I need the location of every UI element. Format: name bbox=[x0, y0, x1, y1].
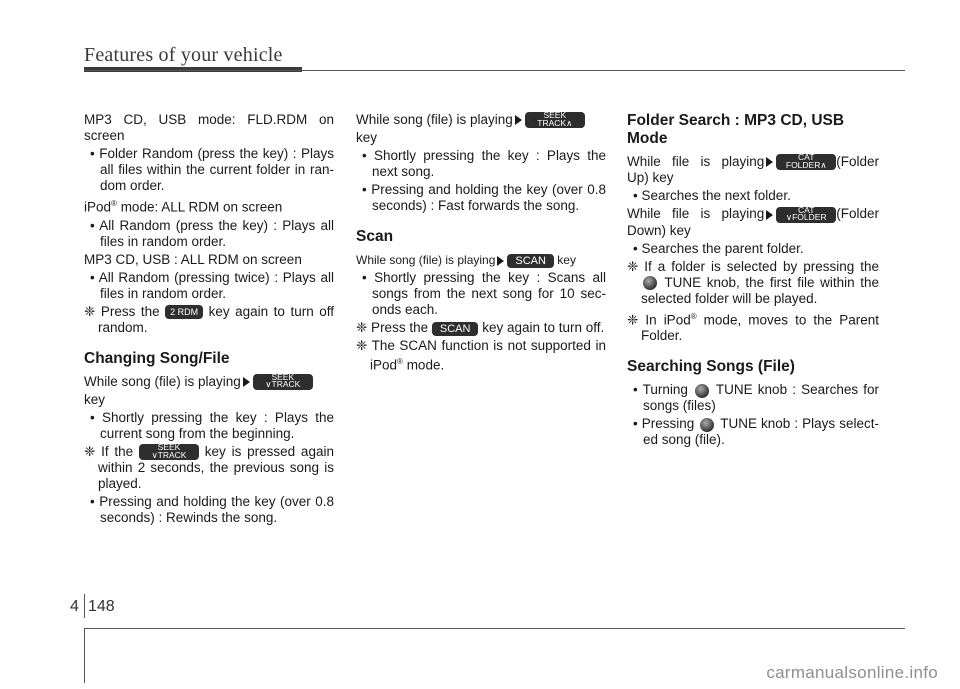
scan-ipod-note: ❈ The SCAN function is not supported in iPod® mode. bbox=[356, 338, 606, 373]
seek-up-intro: While song (file) is playing SEEK TRACK∧ bbox=[356, 112, 606, 128]
arrow-right-icon bbox=[766, 157, 773, 167]
folder-up-intro: While file is playing CAT FOLDER∧ (Folder Up) key bbox=[627, 152, 879, 186]
tune-knob-icon bbox=[695, 384, 709, 398]
tune-press-bullet: • Pressing TUNE knob : Plays select-ed song (file). bbox=[633, 416, 879, 448]
seek-again-note: ❈ If the SEEK ∨TRACK key is pressed again within 2 seconds, the previous song is played. bbox=[84, 442, 334, 492]
seek-up-hold-bullet: • Pressing and holding the key (over 0.8 seconds) : Fast forwards the song. bbox=[362, 182, 606, 214]
arrow-right-icon bbox=[515, 115, 522, 125]
seek-track-down-icon: SEEK ∨TRACK bbox=[139, 444, 199, 460]
page-number: 148 bbox=[88, 598, 115, 615]
page-number-separator bbox=[84, 594, 85, 618]
seek-up-key: key bbox=[356, 130, 378, 146]
changing-song-intro: While song (file) is playing SEEK ∨TRACK bbox=[84, 374, 334, 390]
arrow-right-icon bbox=[243, 377, 250, 387]
scan-intro: While song (file) is playing SCAN key bbox=[356, 253, 576, 268]
changing-song-key: key bbox=[84, 391, 106, 407]
arrow-right-icon bbox=[497, 256, 504, 266]
all-random-bullet: • All Random (press the key) : Plays all files in random order. bbox=[90, 217, 334, 249]
searching-songs-heading: Searching Songs (File) bbox=[627, 358, 795, 376]
column-1 bbox=[84, 112, 334, 528]
tune-turn-bullet: • Turning TUNE knob : Searches for songs (files) bbox=[633, 382, 879, 414]
cat-folder-up-icon: CAT FOLDER∧ bbox=[776, 154, 836, 170]
watermark: carmanualsonline.info bbox=[766, 663, 938, 682]
rdm-button-icon: 2 RDM bbox=[165, 305, 203, 319]
arrow-right-icon bbox=[766, 210, 773, 220]
folder-select-note: ❈ If a folder is selected by pressing the TUNE knob, the first file within the selected folder will be played. bbox=[627, 258, 879, 306]
folder-parent-bullet: • Searches the parent folder. bbox=[633, 240, 804, 256]
scan-button-icon: SCAN bbox=[432, 322, 479, 336]
ipod-rdm-title: iPod® mode: ALL RDM on screen bbox=[84, 199, 283, 215]
seek-up-short-bullet: • Shortly pressing the key : Plays the next song. bbox=[362, 148, 606, 180]
column-2 bbox=[356, 112, 606, 376]
seek-track-up-icon: SEEK TRACK∧ bbox=[525, 112, 585, 128]
cat-folder-down-icon: CAT ∨FOLDER bbox=[776, 207, 836, 223]
folder-search-heading: Folder Search : MP3 CD, USB Mode bbox=[627, 112, 845, 147]
tune-knob-icon bbox=[643, 276, 657, 290]
scan-short-bullet: • Shortly pressing the key : Scans all songs from the next song for 10 sec-onds each. bbox=[362, 270, 606, 318]
seek-hold-bullet: • Pressing and holding the key (over 0.8 seconds) : Rewinds the song. bbox=[90, 494, 334, 526]
changing-song-heading: Changing Song/File bbox=[84, 349, 230, 367]
folder-down-intro: While file is playing CAT ∨FOLDER (Folder Down) key bbox=[627, 204, 879, 238]
column-3 bbox=[627, 112, 879, 450]
scan-heading: Scan bbox=[356, 228, 394, 246]
scan-off-note: ❈ Press the SCAN key again to turn off. bbox=[356, 320, 605, 336]
folder-next-bullet: • Searches the next folder. bbox=[633, 188, 791, 204]
chapter-number: 4 bbox=[70, 598, 79, 615]
header-rule bbox=[84, 70, 905, 71]
rdm-mp3-title: MP3 CD, USB mode: FLD.RDM on screen bbox=[84, 112, 334, 143]
footer-vertical-rule bbox=[84, 628, 85, 683]
tune-knob-icon bbox=[700, 418, 714, 432]
folder-random-bullet: • Folder Random (press the key) : Plays all files within the current folder in ran-dom order. bbox=[90, 146, 334, 193]
scan-button-icon: SCAN bbox=[507, 254, 554, 268]
seek-short-bullet: • Shortly pressing the key : Plays the current song from the beginning. bbox=[90, 409, 334, 441]
all-random-twice-bullet: • All Random (pressing twice) : Plays all files in random order. bbox=[90, 269, 334, 301]
page-header-title: Features of your vehicle bbox=[84, 44, 283, 66]
seek-track-down-icon: SEEK ∨TRACK bbox=[253, 374, 313, 390]
folder-ipod-note: ❈ In iPod® mode, moves to the Parent Folder. bbox=[627, 311, 880, 344]
footer-rule bbox=[84, 628, 905, 629]
rdm-note: ❈ Press the 2 RDM key again to turn off random. bbox=[84, 303, 334, 335]
all-rdm-title: MP3 CD, USB : ALL RDM on screen bbox=[84, 251, 302, 267]
